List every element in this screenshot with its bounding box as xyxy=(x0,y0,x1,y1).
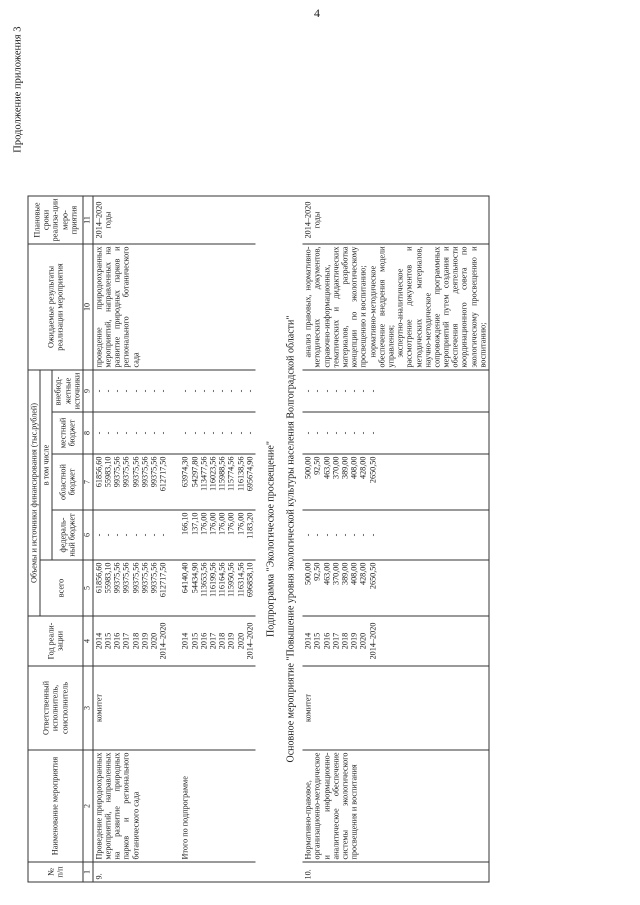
value-cell: - xyxy=(131,389,141,393)
value-cell: 500,00 xyxy=(303,562,313,586)
value-cell: - xyxy=(303,389,313,393)
value-cell: - xyxy=(208,431,218,435)
value-cell: 99375,56 xyxy=(112,562,122,594)
value-cell: - xyxy=(112,389,122,393)
value-cell: - xyxy=(226,431,236,435)
total-regional xyxy=(169,454,256,510)
value-cell: - xyxy=(112,533,122,537)
row10-name: Нормативно-правовое, организационно-методическое и информационно-аналитическое обеспечение системы экологического просвещения и воспитания xyxy=(303,750,489,862)
value-cell: 370,00 xyxy=(331,456,341,480)
header-result: Ожидаемые результаты реализации мероприятия xyxy=(28,244,83,370)
value-cell: - xyxy=(149,533,159,537)
main-activity-heading-row xyxy=(278,196,303,882)
row10-result xyxy=(303,244,489,370)
year-cell: 2017 xyxy=(208,632,218,650)
value-cell: - xyxy=(245,431,255,435)
header-executor: Ответственный исполнитель, соисполнитель xyxy=(28,666,83,750)
header-including: в том числе xyxy=(40,370,52,560)
value-cell: - xyxy=(368,533,378,537)
column-number: 11 xyxy=(83,196,93,244)
table-row-total xyxy=(169,196,256,882)
value-cell: 176,00 xyxy=(208,512,218,536)
year-cell: 2015 xyxy=(103,632,113,650)
value-cell: 2650,50 xyxy=(368,456,378,484)
value-cell: 92,50 xyxy=(312,562,322,581)
value-cell: 115988,56 xyxy=(217,456,227,491)
header-funding: Объемы и источники финансирования (тыс.рублей) xyxy=(28,370,40,616)
total-label: Итого по подпрограмме xyxy=(169,750,256,862)
value-cell: - xyxy=(180,389,190,393)
year-cell: 2020 xyxy=(236,632,246,650)
total-federal xyxy=(169,510,256,560)
value-cell: 1183,20 xyxy=(245,512,255,539)
value-cell: - xyxy=(349,389,359,393)
value-cell: - xyxy=(140,431,150,435)
value-cell: - xyxy=(245,389,255,393)
year-cell: 2019 xyxy=(226,632,236,650)
value-cell: 408,00 xyxy=(349,456,359,480)
rotated-page-content xyxy=(13,23,628,883)
row10-federal xyxy=(303,510,489,560)
year-cell: 2016 xyxy=(112,632,122,650)
value-cell: 61856,60 xyxy=(94,562,104,594)
value-cell: 176,00 xyxy=(217,512,227,536)
year-cell: 2019 xyxy=(140,632,150,650)
value-cell: - xyxy=(208,389,218,393)
value-cell: 113653,56 xyxy=(199,562,209,597)
value-cell: - xyxy=(322,533,332,537)
value-cell: 99375,56 xyxy=(121,562,131,594)
header-total: всего xyxy=(40,560,83,616)
year-cell: 2017 xyxy=(331,632,341,650)
value-cell: 55983,10 xyxy=(103,562,113,594)
row10-years xyxy=(303,616,489,666)
value-cell: 389,00 xyxy=(340,456,350,480)
value-cell: 99375,56 xyxy=(140,562,150,594)
value-cell: 99375,56 xyxy=(121,456,131,488)
value-cell: 99375,56 xyxy=(149,562,159,594)
value-cell: 166,10 xyxy=(180,512,190,536)
header-row-1 xyxy=(28,196,40,882)
year-cell: 2016 xyxy=(322,632,332,650)
value-cell: 500,00 xyxy=(303,456,313,480)
value-cell: - xyxy=(368,431,378,435)
value-cell: 370,00 xyxy=(331,562,341,586)
header-year: Год реали-зации xyxy=(28,616,83,666)
column-number: 10 xyxy=(83,244,93,370)
value-cell: 428,00 xyxy=(358,456,368,480)
header-federal: федераль-ный бюджет xyxy=(52,510,83,560)
column-number: 2 xyxy=(83,750,93,862)
value-cell: - xyxy=(312,431,322,435)
value-cell: 408,00 xyxy=(349,562,359,586)
value-cell: - xyxy=(331,431,341,435)
row9-extra xyxy=(93,370,169,412)
value-cell: 612717,50 xyxy=(158,456,168,492)
year-cell: 2020 xyxy=(358,632,368,650)
row9-executor: комитет xyxy=(93,666,169,750)
value-cell: - xyxy=(149,389,159,393)
year-cell: 2014–2020 xyxy=(368,622,378,660)
row9-term: 2014–2020 годы xyxy=(93,196,169,244)
value-cell: - xyxy=(180,431,190,435)
value-cell: 695674,90 xyxy=(245,456,255,492)
value-cell: - xyxy=(121,533,131,537)
year-cell: 2015 xyxy=(190,632,200,650)
value-cell: - xyxy=(358,533,368,537)
column-number: 4 xyxy=(83,616,93,666)
year-cell: 2014 xyxy=(94,632,104,650)
value-cell: 63974,30 xyxy=(180,456,190,488)
value-cell: - xyxy=(131,431,141,435)
total-total xyxy=(169,560,256,616)
appendix-continuation: Продолжение приложения 3 xyxy=(12,26,24,153)
value-cell: - xyxy=(94,389,104,393)
column-number: 1 xyxy=(83,862,93,882)
row10-term: 2014–2020 годы xyxy=(303,196,489,244)
total-local xyxy=(169,412,256,454)
row9-number: 9. xyxy=(93,862,169,882)
total-extra xyxy=(169,370,256,412)
value-cell: 99375,56 xyxy=(149,456,159,488)
value-cell: 137,10 xyxy=(190,512,200,536)
year-cell: 2018 xyxy=(131,632,141,650)
value-cell: - xyxy=(349,533,359,537)
column-number: 3 xyxy=(83,666,93,750)
value-cell: 55983,10 xyxy=(103,456,113,488)
value-cell: - xyxy=(121,389,131,393)
year-cell: 2015 xyxy=(312,632,322,650)
value-cell: - xyxy=(303,533,313,537)
table-row-9 xyxy=(93,196,169,882)
year-cell: 2014–2020 xyxy=(158,622,168,660)
value-cell: - xyxy=(322,389,332,393)
value-cell: - xyxy=(131,533,141,537)
column-number: 9 xyxy=(83,370,93,412)
value-cell: 389,00 xyxy=(340,562,350,586)
row10-extra xyxy=(303,370,489,412)
value-cell: - xyxy=(103,389,113,393)
result-paragraph: анализ правовых, нормативно-методических документов, справочно-информационных, тематических и дидактических материалов, разработка концепции по экологическому просвещению и воспитанию; xyxy=(303,246,368,368)
value-cell: 696858,10 xyxy=(245,562,255,598)
subprogram-title: Подпрограмма "Экологическое просвещение" xyxy=(255,196,277,882)
value-cell: - xyxy=(217,389,227,393)
value-cell: 92,50 xyxy=(312,456,322,475)
page-number: 4 xyxy=(314,6,320,20)
main-activity-title: Основное мероприятие "Повышение уровня экологической культуры населения Волгоградской области" xyxy=(278,196,303,882)
header-local: местный бюджет xyxy=(52,412,83,454)
value-cell: 115950,56 xyxy=(226,562,236,597)
value-cell: - xyxy=(199,389,209,393)
value-cell: 115774,56 xyxy=(226,456,236,491)
year-cell: 2017 xyxy=(121,632,131,650)
column-number: 8 xyxy=(83,412,93,454)
value-cell: - xyxy=(103,431,113,435)
value-cell: - xyxy=(349,431,359,435)
value-cell: 176,00 xyxy=(199,512,209,536)
value-cell: - xyxy=(94,533,104,537)
value-cell: - xyxy=(149,431,159,435)
column-number-row xyxy=(83,196,93,882)
value-cell: - xyxy=(140,389,150,393)
value-cell: - xyxy=(312,533,322,537)
value-cell: - xyxy=(190,431,200,435)
value-cell: - xyxy=(340,533,350,537)
value-cell: 116023,56 xyxy=(208,456,218,491)
value-cell: 116164,56 xyxy=(217,562,227,597)
value-cell: - xyxy=(236,431,246,435)
value-cell: 2650,50 xyxy=(368,562,378,590)
value-cell: 463,00 xyxy=(322,562,332,586)
value-cell: - xyxy=(103,533,113,537)
row9-regional xyxy=(93,454,169,510)
year-cell: 2016 xyxy=(199,632,209,650)
header-regional: областной бюджет xyxy=(52,454,83,510)
row10-executor: комитет xyxy=(303,666,489,750)
value-cell: 176,00 xyxy=(226,512,236,536)
table-row-10 xyxy=(303,196,489,882)
value-cell: - xyxy=(303,431,313,435)
header-no: № п/п xyxy=(28,862,83,882)
year-cell: 2018 xyxy=(340,632,350,650)
value-cell: 54434,90 xyxy=(190,562,200,594)
value-cell: 99375,56 xyxy=(112,456,122,488)
year-cell: 2014–2020 xyxy=(245,622,255,660)
column-number: 6 xyxy=(83,510,93,560)
value-cell: - xyxy=(158,431,168,435)
value-cell: - xyxy=(94,431,104,435)
year-cell: 2014 xyxy=(303,632,313,650)
value-cell: 113477,56 xyxy=(199,456,209,491)
value-cell: - xyxy=(226,389,236,393)
result-paragraph: экспертно-аналитическое рассмотрение документов и методических материалов, научно-методическое сопровождение программных мероприятий путем создания и обеспечения деятельности координационного совета по экологическому просвещению и воспитанию; xyxy=(395,246,488,368)
value-cell: - xyxy=(340,389,350,393)
value-cell: 612717,50 xyxy=(158,562,168,598)
year-cell: 2018 xyxy=(217,632,227,650)
value-cell: - xyxy=(199,431,209,435)
row9-local xyxy=(93,412,169,454)
value-cell: 116314,56 xyxy=(236,562,246,597)
column-number: 7 xyxy=(83,454,93,510)
value-cell: - xyxy=(322,431,332,435)
year-cell: 2014 xyxy=(180,632,190,650)
value-cell: - xyxy=(236,389,246,393)
row9-result: проведение природоохранных мероприятий, направленных на развитие природных парков и регионального ботанического сада xyxy=(93,244,169,370)
total-years xyxy=(169,616,256,666)
value-cell: 176,00 xyxy=(236,512,246,536)
value-cell: - xyxy=(312,389,322,393)
value-cell: - xyxy=(217,431,227,435)
row10-number: 10. xyxy=(303,862,489,882)
row9-total xyxy=(93,560,169,616)
header-term: Плановые сроки реализа-ции меро-приятия xyxy=(28,196,83,244)
row9-federal xyxy=(93,510,169,560)
row10-regional xyxy=(303,454,489,510)
row10-local xyxy=(303,412,489,454)
value-cell: - xyxy=(158,533,168,537)
row9-name: Проведение природоохранных мероприятий, направленных на развитие природных парков и регионального ботанического сада xyxy=(93,750,169,862)
value-cell: - xyxy=(358,389,368,393)
result-paragraph: нормативно-методическое обеспечение внедрения модели управления; xyxy=(368,246,396,368)
value-cell: - xyxy=(121,431,131,435)
program-table xyxy=(28,196,490,883)
header-name: Наименование мероприятия xyxy=(28,750,83,862)
value-cell: - xyxy=(331,533,341,537)
value-cell: 463,00 xyxy=(322,456,332,480)
value-cell: 99375,56 xyxy=(131,562,141,594)
value-cell: - xyxy=(190,389,200,393)
header-extra: внебюд-жетные источники xyxy=(52,370,83,412)
value-cell: - xyxy=(140,533,150,537)
value-cell: 116199,56 xyxy=(208,562,218,597)
subprogram-heading-row xyxy=(255,196,277,882)
value-cell: 61856,60 xyxy=(94,456,104,488)
value-cell: 428,00 xyxy=(358,562,368,586)
value-cell: - xyxy=(331,389,341,393)
value-cell: - xyxy=(358,431,368,435)
value-cell: 54297,80 xyxy=(190,456,200,488)
row10-total xyxy=(303,560,489,616)
value-cell: 99375,56 xyxy=(140,456,150,488)
year-cell: 2020 xyxy=(149,632,159,650)
column-number: 5 xyxy=(83,560,93,616)
value-cell: 116138,56 xyxy=(236,456,246,491)
value-cell: - xyxy=(368,389,378,393)
value-cell: 64140,40 xyxy=(180,562,190,594)
value-cell: - xyxy=(112,431,122,435)
value-cell: 99375,56 xyxy=(131,456,141,488)
value-cell: - xyxy=(340,431,350,435)
row9-years xyxy=(93,616,169,666)
year-cell: 2019 xyxy=(349,632,359,650)
value-cell: - xyxy=(158,389,168,393)
